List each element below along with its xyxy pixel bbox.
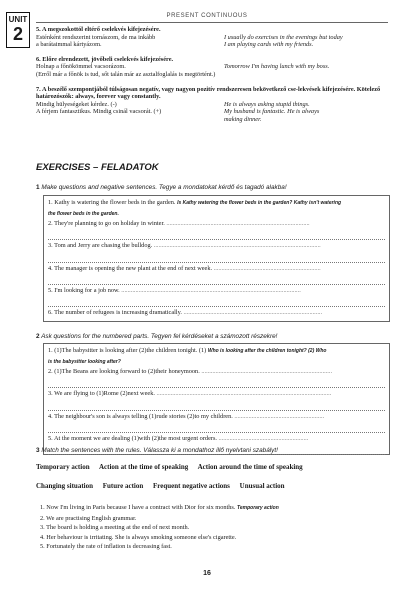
sentence-text: 4. Her behaviour is irritating. She is always smoking someone else's cigarette. — [40, 533, 237, 541]
exercise-sentence: 4. The neighbour's son is always telling (1)rude stories (2)to my children. — [48, 412, 233, 420]
task-number: 3 — [36, 447, 40, 454]
page-number: 16 — [203, 570, 211, 577]
rule-example-hu: Holnap a főnökömmel vacsorázom. — [36, 63, 126, 71]
rule-example-en: My husband is fantastic. He is always — [224, 108, 320, 116]
rule-example-hu: (Erről már a főnök is tud, sőt talán már az asztalfoglalás is megtörtént.) — [36, 70, 216, 78]
exercise-item: 5. At the moment we are dealing (1)with (2)the most urgent orders. ......................................................... — [48, 434, 309, 442]
rule-title: 5. A megszokottól eltérő cselekvés kifejezésére. — [36, 26, 161, 33]
answer-line[interactable] — [48, 378, 385, 389]
example-line — [48, 198, 385, 209]
exercise-sentence: 3. We are flying to (1)Rome (2)next week. — [48, 390, 155, 398]
example-sentence: 1. Kathy is watering the flower beds in the garden. — [48, 199, 176, 206]
task-1-box — [43, 195, 390, 322]
rule-example — [36, 71, 388, 79]
example-line — [48, 357, 385, 368]
unit-number: 2 — [12, 24, 23, 44]
rule-title: 7. A beszélő szempontjából túlságosan negatív, vagy nagyon pozitív rendszeresen bekövetkező cse-lekvések kifejezésére. Kötelező határozószók: always, forever vagy constantly. — [36, 85, 381, 101]
task-instruction: Ask questions for the numbered parts. Tegyen fel kérdéseket a számozott részekre! — [41, 333, 278, 340]
rule-example-en: I am playing cards with my friends. — [224, 41, 314, 49]
example-sentence: 1. (1)The babysitter is looking after (2)the children tonight. (1) — [48, 347, 207, 354]
rule-example-en: I usually do exercises in the evenings but today — [224, 33, 343, 41]
exercise-item: 2. They're planning to go on holiday in winter. ........................................................................................... — [48, 220, 310, 228]
rule-label: Action at the time of speaking — [98, 463, 189, 471]
match-sentence — [40, 533, 388, 543]
rule-example — [36, 63, 388, 71]
header-divider — [36, 22, 388, 23]
example-line — [48, 346, 385, 357]
answer-line[interactable] — [48, 422, 385, 433]
exercise-sentence: 6. The number of refugees is increasing dramatically. — [48, 308, 182, 316]
rule-6 — [36, 56, 388, 79]
match-sentence — [40, 523, 388, 533]
exercise-sentence: 5. I'm looking for a job now. — [48, 286, 120, 294]
exercise-item: 6. The number of refugees is increasing dramatically. ........................................................................................ — [48, 308, 323, 316]
exercise-sentence: 4. The manager is opening the new plant at the end of next week. — [48, 264, 213, 272]
rule-label: Future action — [102, 482, 144, 490]
exercise-sentence: 2. (1)The Beans are looking forward to (2)their honeymoon. — [48, 368, 200, 376]
rule-example — [36, 34, 388, 42]
sentence-text: 1. Now I'm living in Paris because I have a contract with Dior for six months. — [40, 504, 236, 511]
exercise-sentence: 5. At the moment we are dealing (1)with (2)the most urgent orders. — [48, 434, 217, 442]
rule-example-hu — [36, 116, 224, 124]
handwritten-answer: is the babysitter looking after? — [48, 358, 121, 365]
exercise-sentence: 2. They're planning to go on holiday in winter. — [48, 220, 165, 228]
answer-line[interactable] — [48, 230, 385, 241]
grammar-rules — [36, 26, 388, 131]
handwritten-answer: Temporary action — [237, 505, 279, 511]
task-instruction: Make questions and negative sentences. Tegye a mondatokat kérdő és tagadó alakba! — [41, 184, 287, 191]
sentence-text: 2. We are practising English grammar. — [40, 514, 137, 522]
rule-label: Temporary action — [36, 463, 90, 471]
task-number: 1 — [36, 184, 40, 191]
rule-example-hu: Esténként rendszerint tornászom, de ma inkább — [36, 33, 156, 41]
rule-label: Frequent negative actions — [153, 482, 230, 490]
page-header: PRESENT CONTINUOUS — [166, 13, 248, 19]
match-sentence — [40, 514, 388, 524]
example-line — [48, 209, 385, 220]
task-2-box — [43, 343, 390, 455]
exercise-item: 5. I'm looking for a job now. .................................................................................................................. — [48, 286, 301, 294]
task-1-instruction — [36, 184, 388, 191]
task-2-instruction — [36, 333, 388, 340]
rule-example-hu: a barátaimmal kártyázom. — [36, 41, 102, 49]
handwritten-answer: Who is looking after the children tonight? (2) Who — [207, 348, 327, 354]
task-number: 2 — [36, 333, 40, 340]
exercise-item: 4. The manager is opening the new plant at the end of next week. .................................................................... — [48, 264, 321, 272]
exercises-title: EXERCISES – FELADATOK — [36, 162, 159, 173]
rule-example-en: making dinner. — [224, 115, 262, 123]
rule-labels-row — [36, 463, 388, 471]
task-instruction: Match the sentences with the rules. Válassza ki a mondathoz illő nyelvtani szabályt! — [41, 447, 278, 454]
exercise-item: 2. (1)The Beans are looking forward to (2)their honeymoon. ................................................................................... — [48, 368, 333, 376]
rule-example — [36, 101, 388, 109]
rule-label: Changing situation — [36, 482, 93, 490]
exercise-sentence: 3. Tom and Jerry are chasing the bulldog. — [48, 242, 153, 250]
match-sentence — [40, 503, 388, 514]
rule-label: Action around the time of speaking — [197, 463, 303, 471]
rule-example-en: He is always asking stupid things. — [224, 100, 310, 108]
rule-example — [36, 116, 388, 124]
handwritten-answer: Is Kathy watering the flower beds in the garden? Kathy isn't watering — [177, 200, 342, 206]
rule-labels-row — [36, 482, 388, 490]
rule-example-hu: Mindig hülyeségeket kérdez. (-) — [36, 100, 117, 108]
answer-line[interactable] — [48, 252, 385, 263]
rule-example-en: Tomorrow I'm having lunch with my boss. — [224, 63, 330, 71]
rule-example — [36, 41, 388, 49]
rule-label: Unusual action — [239, 482, 285, 490]
rule-7 — [36, 86, 388, 124]
rule-5 — [36, 26, 388, 49]
exercise-item: 3. We are flying to (1)Rome (2)next week. ............................................................................................................... — [48, 390, 332, 398]
rule-example-hu: A férjem fantasztikus. Mindig csinál vacsorát. (+) — [36, 108, 162, 116]
rule-title: 6. Előre elrendezett, jövőbeli cselekvés kifejezésére. — [36, 55, 174, 63]
answer-line[interactable] — [48, 296, 385, 307]
unit-label: UNIT — [8, 15, 28, 24]
sentence-text: 3. The board is holding a meeting at the end of next month. — [40, 524, 190, 532]
exercise-item: 3. Tom and Jerry are chasing the bulldog. .......................................................................................................... — [48, 242, 321, 250]
handwritten-answer: the flower beds in the garden. — [48, 210, 119, 217]
exercise-item: 4. The neighbour's son is always telling (1)rude stories (2)to my children. ......................................................... — [48, 412, 325, 420]
match-sentence — [40, 542, 388, 552]
match-sentences — [40, 503, 388, 552]
sentence-text: 5. Fortunately the rate of inflation is decreasing fast. — [40, 543, 172, 551]
answer-line[interactable] — [48, 274, 385, 285]
rule-example — [36, 108, 388, 116]
task-3-instruction — [36, 447, 388, 454]
answer-line[interactable] — [48, 400, 385, 411]
